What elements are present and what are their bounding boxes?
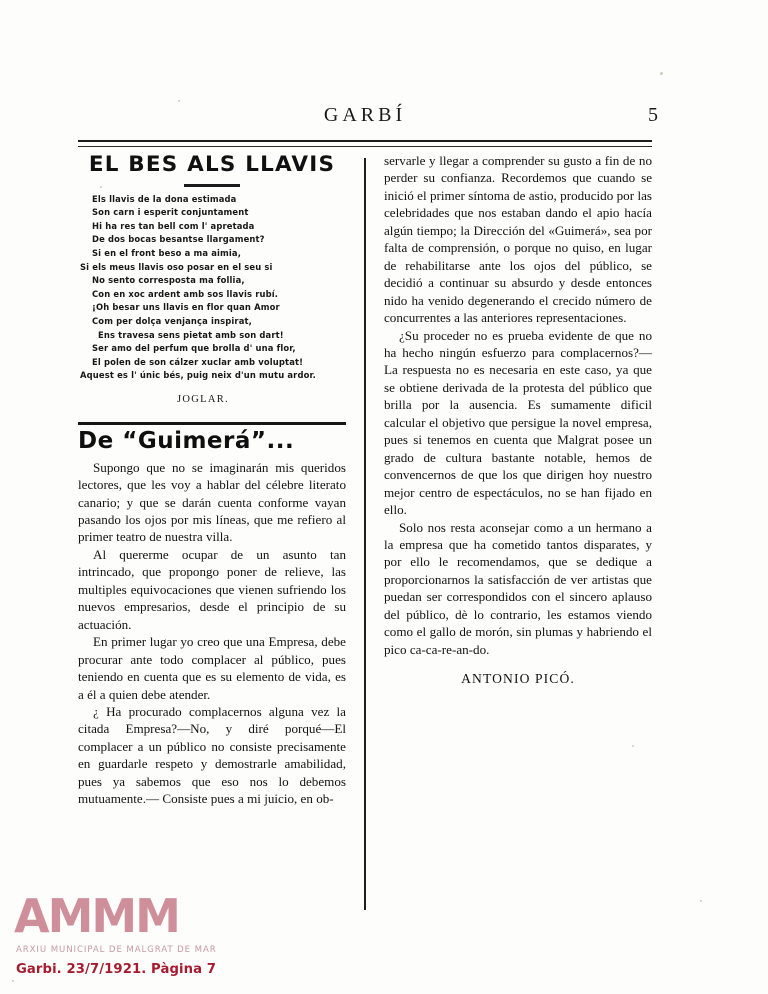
scan-speck (178, 100, 180, 102)
paragraph: Al quererme ocupar de un asunto tan intrincado, que propongo poner de relieve, las multiples equivocaciones que vienen sufriendo los nuevos empresarios, desde el principio de su actuación. (78, 546, 346, 632)
poem-line: No sento corresposta ma follia, (92, 275, 245, 286)
right-column (384, 152, 652, 912)
poem-line: Ens travesa sens pietat amb son dart! (98, 329, 284, 340)
article-top-rule (78, 422, 346, 425)
archive-logo: AMMM (14, 889, 179, 943)
scan-speck (660, 72, 663, 75)
article-byline: ANTONIO PICÓ. (461, 671, 575, 687)
paragraph: Supongo que no se imaginarán mis queridos lectores, que les voy a hablar del célebre literato canario; y que se darán cuenta conforme vayan pasando los ojos por mis líneas, que me refiero al primer teatro de nuestra villa. (78, 459, 346, 545)
paragraph: ¿Su proceder no es prueba evidente de que no ha hecho ningún esfuerzo para complacernos?— La respuesta no es necesaria en este caso, ya que se obtiene derivada de la protesta del público que brilla por la ausencia. Es sumamente dificil calcular el objetivo que persigue la novel empresa, pues si tenemos en cuenta que Malgrat posee un grado de cultura bastante notable, hemos de convencernos de que los que dirigen hoy nuestro mejor centro de espectáculos, no se han fijado en ello. (384, 327, 652, 518)
left-column (78, 152, 346, 912)
poem-line: Aquest es l' únic bés, puig neix d'un mutu ardor. (80, 370, 316, 381)
poem-line: ¡Oh besar uns llavis en flor quan Amor (92, 302, 280, 313)
paragraph: En primer lugar yo creo que una Empresa, debe procurar ante todo complacer al público, pues teniendo en cuenta que es su elemento de vida, es a él a quien debe atender. (78, 634, 346, 702)
poem-line: Ser amo del perfum que brolla d' una flor, (92, 343, 296, 354)
poem-line: Hi ha res tan bell com l' apretada (92, 220, 255, 231)
paragraph: ¿ Ha procurado complacernos alguna vez la citada Empresa?—No, y diré porqué—El complacer a un público no consiste precisamente en guardarle respeto y demostrarle amabilidad, pues ya sabemos que eso nos lo debemos mutuamente.— Consiste pues a mi juicio, en ob- (78, 703, 346, 807)
poem-line: Com per dolça venjança inspirat, (92, 315, 252, 326)
masthead-rule (78, 140, 652, 147)
poem-line: Con en xoc ardent amb sos llavis rubí. (92, 288, 279, 299)
poem-title-rule (184, 184, 240, 187)
running-head (78, 104, 658, 138)
article-body-right (384, 152, 652, 658)
poem-line: De dos bocas besantse llargament? (92, 234, 265, 245)
source-caption: Garbi. 23/7/1921. Pàgina 7 (16, 962, 217, 977)
article-title: De “Guimerá”... (78, 427, 295, 454)
archive-watermark (14, 889, 314, 955)
article-body-left (78, 459, 346, 808)
paragraph: Solo nos resta aconsejar como a un hermano a la empresa que ha cometido tantos disparates, y por ello le recomendamos, que se dedique a proporcionarnos la satisfacción de ver artistas que puedan ser correspondidos con el sincero aplauso del público, dè lo contrario, les estamos viendo como el gallo de morón, sin plumas y habriendo el pico ca-ca-re-an-do. (384, 519, 652, 657)
scan-speck (12, 980, 14, 982)
poem-title: EL BES ALS LLAVIS (88, 152, 336, 177)
poem-line: El polen de son cálzer xuclar amb voluptat! (92, 356, 304, 367)
poem-line: Si els meus llavis oso posar en el seu si (80, 261, 273, 272)
scan-speck (700, 900, 702, 902)
poem-signature: JOGLAR. (177, 393, 229, 405)
paragraph: servarle y llegar a comprender su gusto a fin de no perder su confianza. Recordemos que cuando se inició el primer síntoma de astio, producido por las celebridades que nos estaban dando el apio hacía algún tiempo; la Dirección del «Guimerá», sea por falta de comprensión, o porque no quiso, en lugar de rehabilitarse ante los ojos del público, se decidió a continuar su absurdo y desde entonces nido ha venido degenerando el crecido número de concurrentes a las anteriores representaciones. (384, 153, 652, 326)
poem-body (78, 193, 346, 383)
poem-line: Si en el front beso a ma aimia, (92, 247, 242, 258)
publication-title: GARBÍ (323, 104, 407, 126)
page-number: 5 (648, 104, 658, 126)
poem-line: Els llavis de la dona estimada (92, 193, 237, 204)
poem-line: Son carn i esperit conjuntament (92, 207, 249, 218)
archive-subtitle: ARXIU MUNICIPAL DE MALGRAT DE MAR (16, 944, 217, 955)
column-divider (364, 158, 366, 910)
body-columns (78, 152, 652, 912)
